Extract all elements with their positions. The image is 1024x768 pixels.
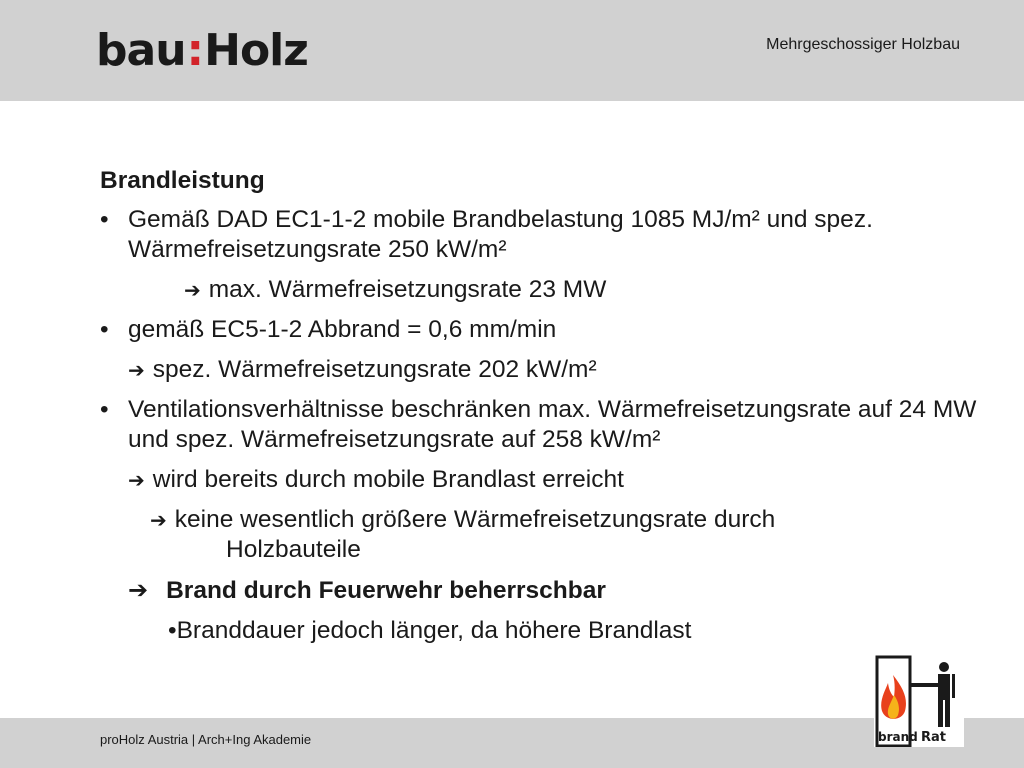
logo-text-left: bau	[96, 25, 186, 76]
arrow-icon: ➔	[150, 508, 167, 532]
badge-text-right: Rat	[921, 730, 946, 745]
bullet-item-3	[100, 395, 980, 455]
person-arm-right	[952, 674, 955, 698]
person-leg-right	[945, 699, 950, 727]
footer-bar	[0, 718, 1024, 768]
arrow-icon: ➔	[128, 358, 145, 382]
arrow-text: spez. Wärmefreisetzungsrate 202 kW/m²	[152, 356, 597, 383]
arrow-item-4-continuation: Holzbauteile	[226, 536, 361, 563]
bullet-dot: •	[100, 396, 109, 423]
brandrat-logo	[874, 655, 964, 747]
badge-text-left: brand	[878, 730, 918, 744]
person-leg-left	[938, 699, 943, 727]
arrow-text: keine wesentlich größere Wärmefreisetzungsrate durch	[174, 506, 776, 533]
logo-text-right: Holz	[204, 25, 308, 76]
person-arm	[910, 683, 938, 687]
footer-text: proHolz Austria | Arch+Ing Akademie	[100, 732, 312, 747]
arrow-item-2	[100, 355, 980, 385]
conclusion-line	[100, 575, 980, 606]
person-body	[938, 674, 950, 700]
sub-bullet-item: •Branddauer jedoch länger, da höhere Brandlast	[168, 617, 692, 644]
arrow-item-3	[100, 465, 980, 495]
person-head	[939, 662, 949, 672]
bullet-dot: •	[100, 206, 109, 233]
bullet-item-1	[100, 205, 980, 265]
arrow-item-1	[100, 275, 980, 305]
arrow-icon: ➔	[184, 278, 201, 302]
conclusion-text: Brand durch Feuerwehr beherrschbar	[166, 577, 606, 604]
bullet-text: Ventilationsverhältnisse beschränken max. Wärmefreisetzungsrate auf 24 MW und spez. Wärmefreisetzungsrate auf 258 kW/m²	[128, 396, 977, 453]
bullet-dot: •	[100, 316, 109, 343]
bold-arrow-icon: ➔	[128, 576, 149, 604]
bullet-text: gemäß EC5-1-2 Abbrand = 0,6 mm/min	[128, 316, 557, 343]
arrow-text: max. Wärmefreisetzungsrate 23 MW	[208, 276, 607, 303]
header-bar	[0, 0, 1024, 101]
slide-content	[100, 166, 980, 646]
arrow-item-4	[100, 505, 980, 535]
bullet-text: Gemäß DAD EC1-1-2 mobile Brandbelastung 1085 MJ/m² und spez. Wärmefreisetzungsrate 250 kW/m²	[128, 206, 873, 263]
logo-colon: :	[186, 25, 204, 76]
arrow-icon: ➔	[128, 468, 145, 492]
slide-heading: Brandleistung	[100, 167, 265, 194]
header-subtitle: Mehrgeschossiger Holzbau	[766, 36, 960, 53]
bullet-item-2	[100, 315, 980, 345]
arrow-text: wird bereits durch mobile Brandlast erreicht	[152, 466, 624, 493]
bauholz-logo	[96, 26, 308, 76]
